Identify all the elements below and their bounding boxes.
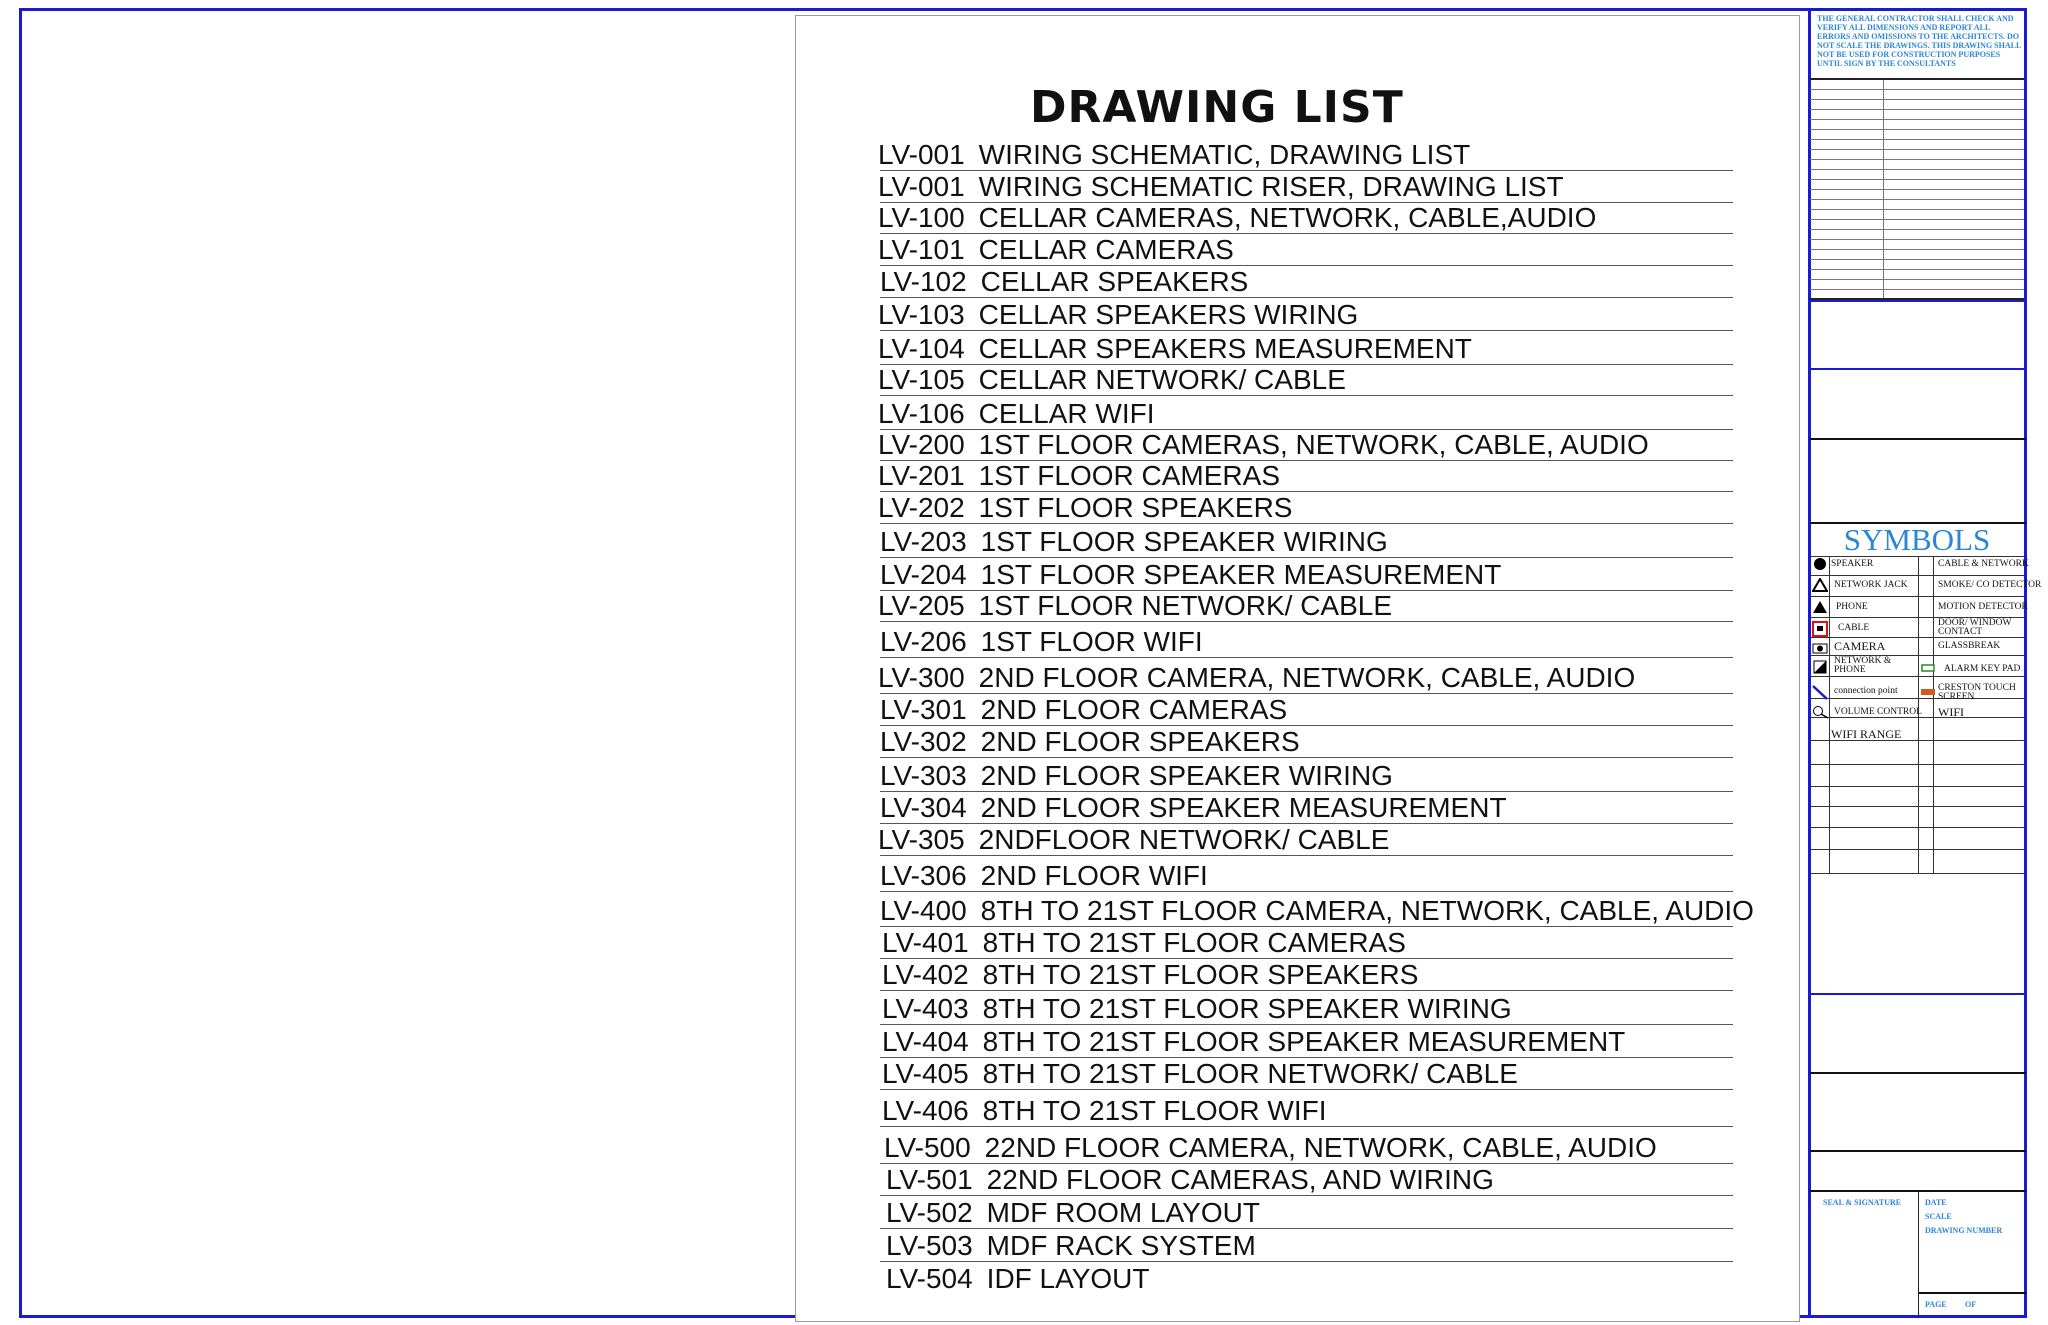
title-block-divider bbox=[1918, 1191, 1919, 1317]
drawing-description: CELLAR SPEAKERS WIRING bbox=[978, 299, 1359, 330]
drawing-code: LV-401 bbox=[882, 927, 969, 958]
drawing-list-rule bbox=[880, 891, 1733, 892]
drawing-code: LV-202 bbox=[878, 492, 965, 523]
drawing-list-item bbox=[878, 430, 1649, 460]
symbols-row-line bbox=[1811, 764, 2024, 765]
touch-screen-symbol-icon bbox=[1920, 687, 1936, 697]
drawing-list-item bbox=[880, 560, 1501, 590]
drawing-description: CELLAR NETWORK/ CABLE bbox=[978, 364, 1346, 395]
symbols-title: SYMBOLS bbox=[1843, 522, 1991, 557]
symbol-label: CABLE bbox=[1838, 623, 1870, 633]
drawing-description: MDF ROOM LAYOUT bbox=[986, 1197, 1260, 1228]
drawing-description: 1ST FLOOR NETWORK/ CABLE bbox=[978, 590, 1393, 621]
drawing-code: LV-403 bbox=[882, 993, 969, 1024]
of-label: OF bbox=[1965, 1300, 1977, 1309]
drawing-description: 1ST FLOOR WIFI bbox=[980, 626, 1203, 657]
drawing-description: 22ND FLOOR CAMERA, NETWORK, CABLE, AUDIO bbox=[984, 1132, 1657, 1163]
drawing-description: 8TH TO 21ST FLOOR CAMERA, NETWORK, CABLE, AUDIO bbox=[980, 895, 1754, 926]
drawing-list-item bbox=[878, 365, 1346, 395]
drawing-description: IDF LAYOUT bbox=[986, 1263, 1150, 1294]
drawing-code: LV-204 bbox=[880, 559, 967, 590]
drawing-description: 1ST FLOOR CAMERAS, NETWORK, CABLE, AUDIO bbox=[978, 429, 1649, 460]
drawing-code: LV-404 bbox=[882, 1026, 969, 1057]
network-jack-symbol-icon bbox=[1812, 578, 1828, 592]
drawing-list-rule bbox=[880, 621, 1733, 622]
symbol-label: CAMERA bbox=[1834, 639, 1886, 653]
drawing-code: LV-206 bbox=[880, 626, 967, 657]
drawing-list-item bbox=[880, 727, 1300, 757]
drawing-list-rule bbox=[880, 1089, 1733, 1090]
drawing-list-item bbox=[880, 267, 1248, 297]
cable-symbol-icon bbox=[1812, 621, 1828, 637]
symbols-row-line bbox=[1811, 786, 2024, 787]
symbols-row-line bbox=[1811, 717, 2024, 718]
title-block-divider bbox=[1810, 993, 2026, 995]
drawing-description: 22ND FLOOR CAMERAS, AND WIRING bbox=[986, 1164, 1494, 1195]
symbol-label: GLASSBREAK bbox=[1938, 641, 2001, 651]
drawing-list-item bbox=[878, 140, 1470, 170]
drawing-description: 2ND FLOOR SPEAKER WIRING bbox=[980, 760, 1393, 791]
general-note: THE GENERAL CONTRACTOR SHALL CHECK AND VERIFY ALL DIMENSIONS AND REPORT ALL ERRORS AND OMISSIONS TO THE ARCHITECTS. DO NOT SCALE THE DRAWINGS. THIS DRAWING SHALL NOT BE USED FOR CONSTRUCTION PURPOSES UNTIL SIGN BY THE CONSULTANTS bbox=[1817, 14, 2021, 68]
drawing-code: LV-104 bbox=[878, 333, 965, 364]
speaker-symbol-icon bbox=[1813, 557, 1827, 571]
drawing-code: LV-201 bbox=[878, 460, 965, 491]
symbols-row-line bbox=[1811, 596, 2024, 597]
drawing-list-item bbox=[884, 1133, 1657, 1163]
drawing-list-item bbox=[886, 1231, 1256, 1261]
drawing-list-rule bbox=[880, 297, 1733, 298]
drawing-list-item bbox=[886, 1264, 1150, 1294]
drawing-list-rule bbox=[880, 990, 1733, 991]
drawing-list-item bbox=[878, 825, 1389, 855]
drawing-description: CELLAR SPEAKERS MEASUREMENT bbox=[978, 333, 1472, 364]
drawing-list-rule bbox=[880, 557, 1733, 558]
drawing-list-item bbox=[882, 960, 1418, 990]
drawing-list-item bbox=[880, 896, 1754, 926]
drawing-list-item bbox=[882, 1027, 1625, 1057]
symbols-row-line bbox=[1811, 827, 2024, 828]
volume-control-symbol-icon bbox=[1812, 705, 1830, 719]
drawing-code: LV-101 bbox=[878, 234, 965, 265]
drawing-list-item bbox=[880, 695, 1287, 725]
drawing-description: 2ND FLOOR SPEAKER MEASUREMENT bbox=[980, 792, 1507, 823]
drawing-code: LV-001 bbox=[878, 139, 965, 170]
drawing-description: CELLAR SPEAKERS bbox=[980, 266, 1249, 297]
drawing-list-item bbox=[878, 461, 1280, 491]
drawing-list-item bbox=[880, 861, 1208, 891]
drawing-code: LV-500 bbox=[884, 1132, 971, 1163]
symbols-row-line bbox=[1811, 556, 2024, 557]
connection-point-symbol-icon bbox=[1812, 684, 1828, 700]
drawing-description: 8TH TO 21ST FLOOR SPEAKERS bbox=[982, 959, 1419, 990]
symbols-row-line bbox=[1811, 575, 2024, 576]
drawing-list-item bbox=[878, 203, 1596, 233]
drawing-description: 1ST FLOOR SPEAKERS bbox=[978, 492, 1293, 523]
drawing-code: LV-405 bbox=[882, 1058, 969, 1089]
symbol-label: WIFI RANGE bbox=[1831, 727, 1902, 741]
drawing-description: 8TH TO 21ST FLOOR NETWORK/ CABLE bbox=[982, 1058, 1518, 1089]
drawing-description: CELLAR WIFI bbox=[978, 398, 1155, 429]
camera-symbol-icon bbox=[1812, 642, 1828, 654]
drawing-code: LV-400 bbox=[880, 895, 967, 926]
title-block-divider bbox=[1810, 300, 2026, 302]
drawing-code: LV-303 bbox=[880, 760, 967, 791]
title-block-divider bbox=[1810, 1150, 2026, 1152]
drawing-code: LV-501 bbox=[886, 1164, 973, 1195]
drawing-list-item bbox=[878, 399, 1154, 429]
drawing-code: LV-306 bbox=[880, 860, 967, 891]
symbol-label: SMOKE/ CO DETECTOR bbox=[1938, 580, 2042, 590]
title-block-divider bbox=[1810, 1072, 2026, 1074]
drawing-description: 1ST FLOOR CAMERAS bbox=[978, 460, 1280, 491]
scale-label: SCALE bbox=[1925, 1212, 1952, 1221]
symbol-label: SPEAKER bbox=[1831, 559, 1874, 569]
drawing-list-rule bbox=[880, 330, 1733, 331]
drawing-description: 1ST FLOOR SPEAKER WIRING bbox=[980, 526, 1388, 557]
drawing-description: 8TH TO 21ST FLOOR SPEAKER MEASUREMENT bbox=[982, 1026, 1626, 1057]
symbols-row-line bbox=[1811, 873, 2024, 874]
seal-signature-label: SEAL & SIGNATURE bbox=[1823, 1198, 1902, 1207]
drawing-list-rule bbox=[880, 1024, 1733, 1025]
drawing-code: LV-503 bbox=[886, 1230, 973, 1261]
drawing-description: 8TH TO 21ST FLOOR SPEAKER WIRING bbox=[982, 993, 1512, 1024]
alarm-keypad-symbol-icon bbox=[1921, 664, 1935, 672]
title-block-divider bbox=[1810, 368, 2026, 370]
title-block-divider bbox=[1919, 1292, 2026, 1294]
drawing-list-item bbox=[880, 761, 1393, 791]
drawing-list-rule bbox=[880, 1126, 1733, 1127]
symbol-label: DOOR/ WINDOW CONTACT bbox=[1938, 618, 2012, 637]
symbols-row-line bbox=[1811, 849, 2024, 850]
drawing-list-item bbox=[880, 793, 1507, 823]
drawing-description: 2NDFLOOR NETWORK/ CABLE bbox=[978, 824, 1390, 855]
revision-grid bbox=[1810, 78, 2024, 300]
title-block-divider bbox=[1810, 438, 2026, 440]
drawing-code: LV-301 bbox=[880, 694, 967, 725]
drawing-description: WIRING SCHEMATIC RISER, DRAWING LIST bbox=[978, 171, 1564, 202]
drawing-list-item bbox=[882, 928, 1406, 958]
drawing-list-rule bbox=[880, 757, 1733, 758]
drawing-list-rule bbox=[880, 657, 1733, 658]
drawing-code: LV-300 bbox=[878, 662, 965, 693]
symbol-label: NETWORK & PHONE bbox=[1834, 656, 1892, 675]
drawing-code: LV-504 bbox=[886, 1263, 973, 1294]
phone-symbol-icon bbox=[1812, 600, 1828, 614]
drawing-code: LV-402 bbox=[882, 959, 969, 990]
symbol-label: MOTION DETECTOR bbox=[1938, 602, 2028, 612]
drawing-code: LV-105 bbox=[878, 364, 965, 395]
drawing-list-item bbox=[878, 300, 1358, 330]
drawing-list-item bbox=[878, 235, 1234, 265]
symbols-row-line bbox=[1811, 637, 2024, 638]
drawing-list-item bbox=[878, 172, 1564, 202]
drawing-description: WIRING SCHEMATIC, DRAWING LIST bbox=[978, 139, 1471, 170]
drawing-list-item bbox=[878, 591, 1392, 621]
drawing-list-item bbox=[886, 1165, 1494, 1195]
drawing-list-item bbox=[878, 334, 1472, 364]
drawing-description: 2ND FLOOR CAMERA, NETWORK, CABLE, AUDIO bbox=[978, 662, 1636, 693]
drawing-list-rule bbox=[880, 395, 1733, 396]
drawing-list-rule bbox=[880, 1261, 1733, 1262]
drawing-list-item bbox=[878, 493, 1292, 523]
drawing-list-item bbox=[886, 1198, 1260, 1228]
symbols-row-line bbox=[1811, 676, 2024, 677]
drawing-description: 8TH TO 21ST FLOOR CAMERAS bbox=[982, 927, 1406, 958]
drawing-code: LV-103 bbox=[878, 299, 965, 330]
drawing-list-title: DRAWING LIST bbox=[1030, 82, 1404, 133]
drawing-code: LV-502 bbox=[886, 1197, 973, 1228]
page-label: PAGE bbox=[1925, 1300, 1947, 1309]
symbol-label: CRESTON TOUCH SCREEN bbox=[1938, 683, 2016, 702]
drawing-list-item bbox=[882, 994, 1512, 1024]
symbol-label: NETWORK JACK bbox=[1834, 580, 1908, 590]
drawing-description: 2ND FLOOR WIFI bbox=[980, 860, 1208, 891]
drawing-description: 2ND FLOOR SPEAKERS bbox=[980, 726, 1300, 757]
date-label: DATE bbox=[1925, 1198, 1947, 1207]
drawing-code: LV-102 bbox=[880, 266, 967, 297]
drawing-list-item bbox=[882, 1059, 1518, 1089]
symbol-label: ALARM KEY PAD bbox=[1944, 664, 2021, 674]
drawing-code: LV-304 bbox=[880, 792, 967, 823]
symbol-label: WIFI bbox=[1938, 705, 1964, 719]
drawing-code: LV-302 bbox=[880, 726, 967, 757]
drawing-code: LV-200 bbox=[878, 429, 965, 460]
drawing-list-rule bbox=[880, 855, 1733, 856]
symbols-row-line bbox=[1811, 806, 2024, 807]
network-phone-symbol-icon bbox=[1813, 660, 1827, 674]
drawing-list-item bbox=[882, 1096, 1327, 1126]
drawing-list-item bbox=[878, 663, 1635, 693]
drawing-code: LV-106 bbox=[878, 398, 965, 429]
drawing-code: LV-001 bbox=[878, 171, 965, 202]
drawing-number-label: DRAWING NUMBER bbox=[1925, 1226, 2003, 1235]
drawing-code: LV-205 bbox=[878, 590, 965, 621]
drawing-code: LV-203 bbox=[880, 526, 967, 557]
drawing-code: LV-305 bbox=[878, 824, 965, 855]
symbol-label: CABLE & NETWORK bbox=[1938, 559, 2029, 569]
drawing-description: CELLAR CAMERAS bbox=[978, 234, 1234, 265]
drawing-description: 8TH TO 21ST FLOOR WIFI bbox=[982, 1095, 1327, 1126]
symbol-label: VOLUME CONTROL bbox=[1834, 707, 1922, 717]
symbol-label: PHONE bbox=[1836, 602, 1868, 612]
drawing-description: MDF RACK SYSTEM bbox=[986, 1230, 1256, 1261]
drawing-code: LV-406 bbox=[882, 1095, 969, 1126]
drawing-description: CELLAR CAMERAS, NETWORK, CABLE,AUDIO bbox=[978, 202, 1597, 233]
drawing-list-item bbox=[880, 627, 1203, 657]
drawing-list-rule bbox=[880, 523, 1733, 524]
drawing-list-item bbox=[880, 527, 1388, 557]
symbol-label: connection point bbox=[1834, 686, 1898, 696]
drawing-description: 2ND FLOOR CAMERAS bbox=[980, 694, 1288, 725]
drawing-list-rule bbox=[880, 1228, 1733, 1229]
drawing-list-rule bbox=[880, 1195, 1733, 1196]
drawing-code: LV-100 bbox=[878, 202, 965, 233]
drawing-description: 1ST FLOOR SPEAKER MEASUREMENT bbox=[980, 559, 1502, 590]
